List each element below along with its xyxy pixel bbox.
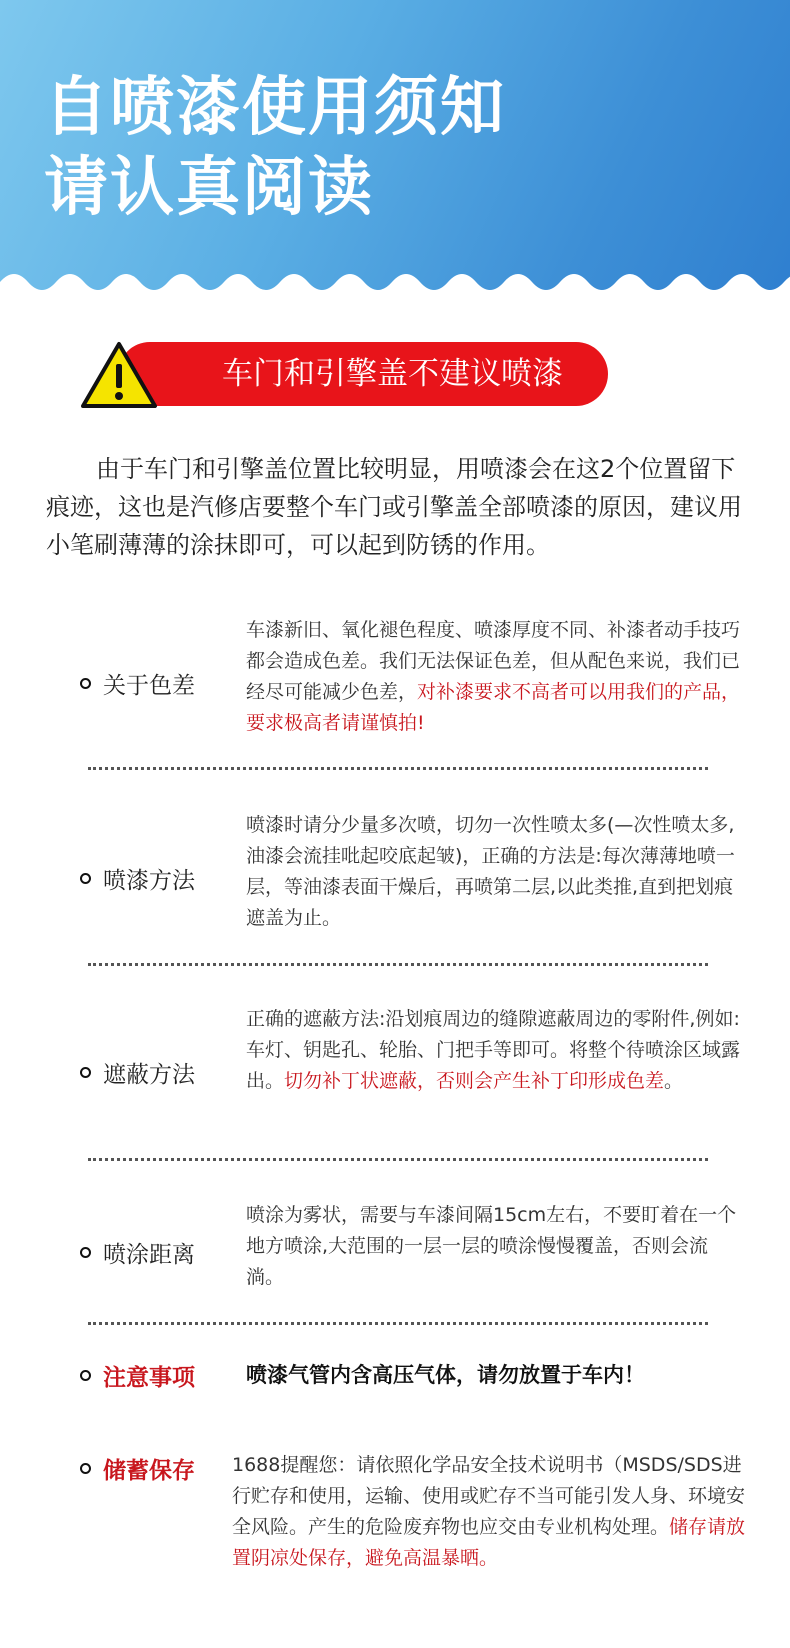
section-label bbox=[80, 667, 195, 700]
warning-pill bbox=[118, 342, 608, 406]
notice-label-text: 注意事项 bbox=[103, 1365, 195, 1391]
desc-highlight: 对补漆要求不高者可以用我们的产品，要求极高者请谨慎拍! bbox=[246, 681, 741, 734]
storage-label-text: 储蓄保存 bbox=[103, 1458, 195, 1484]
section-label-text: 遮蔽方法 bbox=[103, 1062, 195, 1088]
section-description bbox=[246, 810, 746, 934]
section-label-text: 关于色差 bbox=[103, 673, 195, 699]
warning-triangle-icon bbox=[80, 340, 158, 410]
dotted-divider bbox=[88, 1322, 708, 1325]
desc-text: 1688提醒您：请依照化学品安全技术说明书（MSDS/SDS进行贮存和使用，运输、使用或贮存不当可能引发人身、环境安全风险。产生的危险废弃物也应交由专业机构处理。 bbox=[232, 1454, 746, 1538]
desc-text: 正确的遮蔽方法:沿划痕周边的缝隙遮蔽周边的零附件,例如:车灯、钥匙孔、轮胎、门把手等即可。将整个待喷涂区域露出。 bbox=[246, 1008, 741, 1092]
section-label-text: 喷漆方法 bbox=[103, 868, 195, 894]
bullet-circle-icon bbox=[80, 873, 91, 884]
header-banner bbox=[0, 0, 790, 300]
bullet-circle-icon bbox=[80, 1463, 91, 1474]
storage-label bbox=[80, 1452, 195, 1485]
dotted-divider bbox=[88, 1158, 708, 1161]
dotted-divider bbox=[88, 963, 708, 966]
section-label bbox=[80, 1236, 195, 1269]
section-label bbox=[80, 1056, 195, 1089]
dotted-divider bbox=[88, 767, 708, 770]
bullet-circle-icon bbox=[80, 1370, 91, 1381]
section-description bbox=[246, 615, 746, 739]
page-title: 自喷漆使用须知 bbox=[44, 71, 506, 145]
section-label-text: 喷涂距离 bbox=[103, 1242, 195, 1268]
storage-description bbox=[232, 1450, 754, 1574]
bullet-circle-icon bbox=[80, 678, 91, 689]
desc-text: 喷涂为雾状，需要与车漆间隔15cm左右，不要盯着在一个地方喷涂,大范围的一层一层的喷涂慢慢覆盖，否则会流淌。 bbox=[246, 1204, 737, 1288]
bullet-circle-icon bbox=[80, 1247, 91, 1258]
warning-banner bbox=[80, 340, 610, 414]
section-label bbox=[80, 862, 195, 895]
bullet-circle-icon bbox=[80, 1067, 91, 1078]
warning-text: 车门和引擎盖不建议喷漆 bbox=[222, 356, 563, 392]
desc-text: 车漆新旧、氧化褪色程度、喷漆厚度不同、补漆者动手技巧都会造成色差。我们无法保证色差，但从配色来说，我们已经尽可能减少色差， bbox=[246, 619, 741, 703]
desc-highlight: 切勿补丁状遮蔽，否则会产生补丁印形成色差 bbox=[284, 1070, 665, 1092]
page-subtitle: 请认真阅读 bbox=[44, 151, 374, 225]
notice-label bbox=[80, 1359, 195, 1392]
section-description bbox=[246, 1200, 746, 1293]
desc-tail: 。 bbox=[664, 1070, 684, 1092]
desc-highlight: 储存请放置阴凉处保存，避免高温暴晒。 bbox=[232, 1516, 746, 1569]
section-description bbox=[246, 1004, 746, 1097]
desc-text: 喷漆时请分少量多次喷，切勿一次性喷太多(—次性喷太多,油漆会流挂吡起咬底起皱)，正确的方法是:每次薄薄地喷一层，等油漆表面干燥后，再喷第二层,以此类推,直到把划痕遮盖为止。 bbox=[246, 814, 735, 929]
wave-divider bbox=[0, 260, 790, 300]
notice-text: 喷漆气管内含高压气体，请勿放置于车内！ bbox=[246, 1363, 645, 1387]
intro-paragraph: 由于车门和引擎盖位置比较明显，用喷漆会在这2个位置留下痕迹，这也是汽修店要整个车门或引擎盖全部喷漆的原因，建议用小笔刷薄薄的涂抹即可，可以起到防锈的作用。 bbox=[46, 455, 742, 559]
